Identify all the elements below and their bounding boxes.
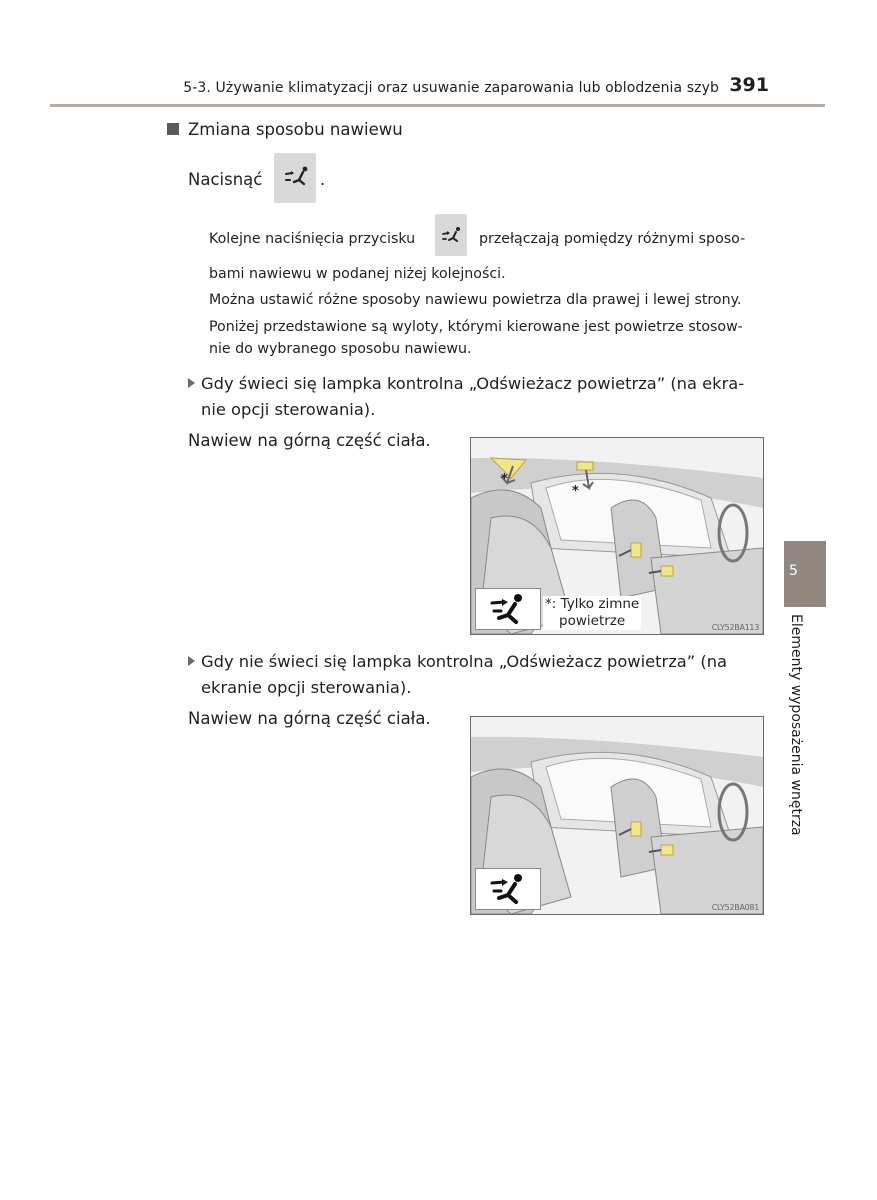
- note-line-3: bami nawiewu w podanej niżej kolejności.: [209, 266, 506, 282]
- figure-1-code: CLY52BA113: [711, 623, 759, 632]
- figure-1-asterisk-2: *: [572, 484, 579, 499]
- instruction: [188, 170, 262, 189]
- case-2-condition: [188, 649, 727, 701]
- case-2-condition-line1: Gdy nie świeci się lampka kontrolna „Odświeżacz powietrza” (na: [201, 652, 728, 671]
- case-1-condition-line2: nie opcji sterowania).: [201, 400, 376, 419]
- page-header: [50, 74, 825, 107]
- note-line-2: przełączają pomiędzy różnymi sposo-: [479, 231, 746, 247]
- figure-1: [470, 437, 764, 635]
- chapter-tab: [784, 541, 826, 607]
- page-number: 391: [729, 74, 769, 96]
- case-1-label: Nawiew na górną część ciała.: [188, 431, 431, 450]
- airflow-mode-button-icon: [274, 153, 316, 203]
- note-line-5: Poniżej przedstawione są wyloty, którymi kierowane jest powietrze stosow-: [209, 319, 743, 335]
- figure-2: [470, 716, 764, 915]
- section-heading-text: Zmiana sposobu nawiewu: [188, 120, 403, 139]
- figure-1-asterisk-1: *: [501, 472, 508, 487]
- upper-body-airflow-icon: [475, 588, 541, 630]
- figure-1-note-line1: *: Tylko zimne: [545, 596, 640, 612]
- figure-1-note: [543, 596, 641, 630]
- triangle-bullet-icon: [188, 656, 195, 666]
- triangle-bullet-icon: [188, 378, 195, 388]
- instruction-suffix: .: [320, 170, 326, 189]
- square-bullet-icon: [167, 123, 179, 135]
- case-2-condition-line2: ekranie opcji sterowania).: [201, 678, 412, 697]
- figure-1-note-line2: powietrze: [559, 613, 626, 629]
- note-line-1: Kolejne naciśnięcia przycisku: [209, 231, 416, 247]
- chapter-number: 5: [789, 563, 798, 579]
- figure-2-code: CLY52BA081: [711, 903, 759, 912]
- chapter-title: Elementy wyposażenia wnętrza: [788, 614, 804, 836]
- case-1-condition: [188, 371, 744, 423]
- note-line-6: nie do wybranego sposobu nawiewu.: [209, 341, 472, 357]
- instruction-prefix: Nacisnąć: [188, 170, 263, 189]
- case-1-condition-line1: Gdy świeci się lampka kontrolna „Odświeżacz powietrza” (na ekra-: [201, 374, 745, 393]
- header-title: 5-3. Używanie klimatyzacji oraz usuwanie zaparowania lub oblodzenia szyb: [183, 80, 719, 96]
- case-2-label: Nawiew na górną część ciała.: [188, 709, 431, 728]
- airflow-mode-button-icon-small: [435, 214, 467, 256]
- note-line-4: Można ustawić różne sposoby nawiewu powietrza dla prawej i lewej strony.: [209, 292, 742, 308]
- upper-body-airflow-icon: [475, 868, 541, 910]
- section-heading: [167, 120, 403, 139]
